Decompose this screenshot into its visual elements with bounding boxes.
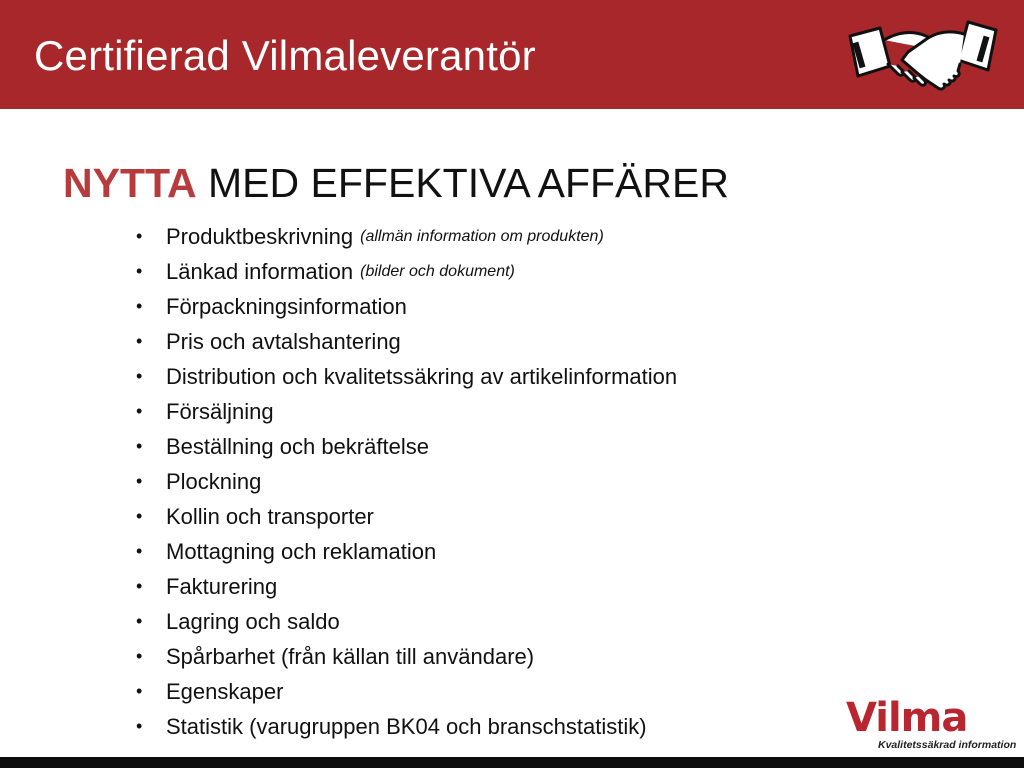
list-item-text: Plockning: [166, 468, 262, 494]
bullet-icon: •: [136, 366, 143, 386]
bullet-icon: •: [136, 401, 143, 421]
bullet-icon: •: [136, 261, 143, 281]
bullet-icon: •: [136, 576, 143, 596]
list-item-text: Förpackningsinformation: [166, 293, 407, 319]
bullet-icon: •: [136, 471, 143, 491]
bullet-icon: •: [136, 226, 143, 246]
list-item-text: Statistik (varugruppen BK04 och branschstatistik): [166, 713, 647, 739]
heading-accent: NYTTA: [63, 160, 197, 206]
list-item-text: Mottagning och reklamation: [166, 538, 437, 564]
list-item: [136, 604, 677, 639]
list-item-text: Spårbarhet (från källan till användare): [166, 643, 535, 669]
bullet-icon: •: [136, 506, 143, 526]
list-item: [136, 359, 677, 394]
list-item-text: Lagring och saldo: [166, 608, 340, 634]
list-item-note: (allmän information om produkten): [360, 227, 604, 245]
list-item: [136, 324, 677, 359]
heading-rest: MED EFFEKTIVA AFFÄRER: [208, 160, 729, 206]
list-item: [136, 429, 677, 464]
bullet-icon: •: [136, 611, 143, 631]
bullet-icon: •: [136, 681, 143, 701]
list-item: [136, 289, 677, 324]
bullet-icon: •: [136, 296, 143, 316]
list-item: [136, 394, 677, 429]
list-item-text: Länkad information: [166, 258, 354, 284]
vilma-logo: [846, 695, 1017, 753]
list-item-text: Distribution och kvalitetssäkring av artikelinformation: [166, 363, 678, 389]
bottom-bar: [0, 757, 1024, 768]
benefit-list: [136, 219, 677, 744]
list-item: [136, 464, 677, 499]
list-item-text: Beställning och bekräftelse: [166, 433, 429, 459]
section-heading: [63, 158, 729, 208]
list-item-text: Försäljning: [166, 398, 274, 424]
list-item-text: Egenskaper: [166, 678, 284, 704]
list-item: [136, 254, 677, 289]
list-item-text: Kollin och transporter: [166, 503, 374, 529]
list-item: [136, 219, 677, 254]
bullet-icon: •: [136, 646, 143, 666]
list-item-text: Produktbeskrivning: [166, 223, 354, 249]
logo-wordmark: Vilma: [846, 695, 968, 741]
logo-tagline: Kvalitetssäkrad information: [878, 739, 1017, 751]
bullet-icon: •: [136, 541, 143, 561]
title-bar: [0, 0, 1024, 109]
bullet-icon: •: [136, 436, 143, 456]
list-item: [136, 569, 677, 604]
bullet-icon: •: [136, 331, 143, 351]
list-item: [136, 499, 677, 534]
list-item: [136, 639, 677, 674]
list-item: [136, 709, 677, 744]
list-item-note: (bilder och dokument): [360, 262, 515, 280]
bullet-icon: •: [136, 716, 143, 736]
slide-title: Certifierad Vilmaleverantör: [34, 32, 536, 79]
list-item-text: Pris och avtalshantering: [166, 328, 401, 354]
list-item: [136, 674, 677, 709]
list-item-text: Fakturering: [166, 573, 278, 599]
list-item: [136, 534, 677, 569]
handshake-icon: [846, 14, 1000, 98]
